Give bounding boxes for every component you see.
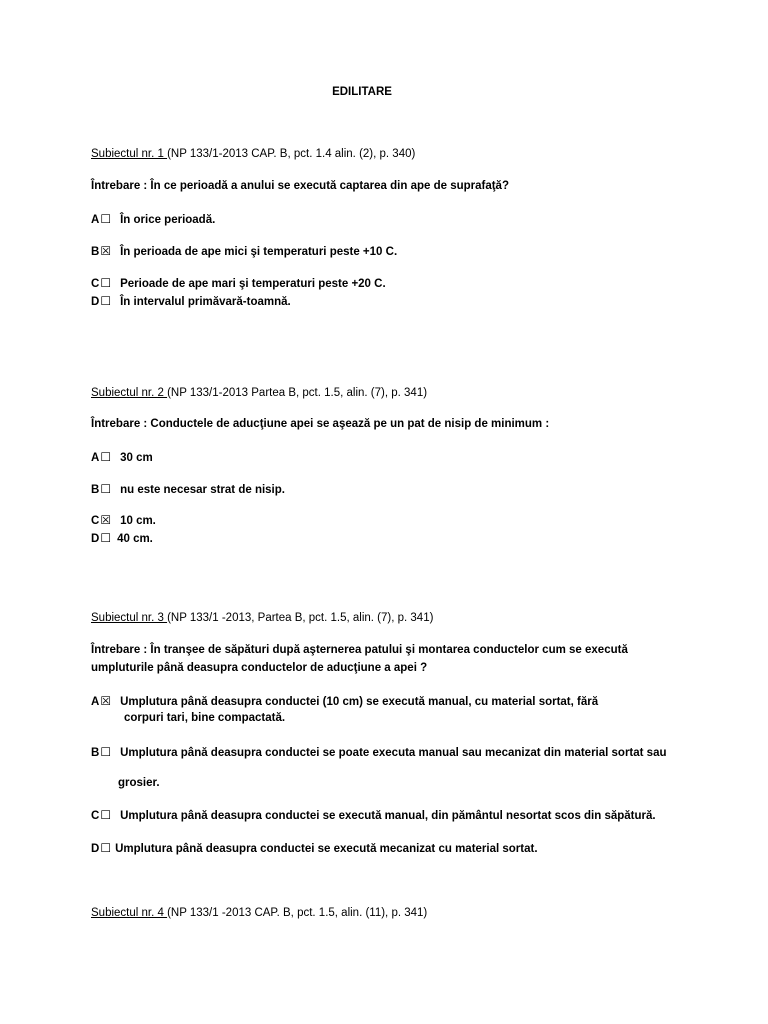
option-letter: A	[91, 452, 100, 464]
subject-label: Subiectul nr. 4	[91, 907, 168, 919]
unchecked-box-icon[interactable]: ☐	[100, 841, 112, 855]
subject-reference: (NP 133/1-2013 Partea B, pct. 1.5, alin. (7), p. 341)	[167, 387, 428, 399]
option-text: Umplutura până deasupra conductei (10 cm) se execută manual, cu material sortat, fără	[120, 696, 599, 708]
unchecked-box-icon[interactable]: ☐	[100, 808, 112, 822]
question-text-line-1: Întrebare : În tranşee de săpături după aşternerea patului şi montarea conductelor cum se execută	[91, 644, 628, 656]
option-text: 10 cm.	[120, 515, 156, 527]
option-a[interactable]	[91, 450, 153, 464]
unchecked-box-icon[interactable]: ☐	[100, 531, 112, 545]
unchecked-box-icon[interactable]: ☐	[100, 745, 112, 759]
option-text: Umplutura până deasupra conductei se execută manual, din pământul nesortat scos din săpătură.	[120, 810, 656, 822]
question-text: Întrebare : Conductele de aducţiune apei se aşează pe un pat de nisip de minimum :	[91, 418, 550, 430]
option-text-continuation: corpuri tari, bine compactată.	[124, 712, 286, 724]
option-text-continuation: grosier.	[118, 777, 160, 789]
option-letter: B	[91, 747, 100, 759]
option-a[interactable]	[91, 212, 215, 226]
option-letter: C	[91, 515, 100, 527]
unchecked-box-icon[interactable]: ☐	[100, 482, 112, 496]
checked-box-icon[interactable]: ☒	[100, 694, 112, 708]
option-c[interactable]	[91, 513, 156, 527]
option-d[interactable]	[91, 531, 153, 545]
checked-box-icon[interactable]: ☒	[100, 513, 112, 527]
unchecked-box-icon[interactable]: ☐	[100, 294, 112, 308]
option-c[interactable]	[91, 808, 656, 822]
document-title: EDILITARE	[332, 86, 392, 98]
unchecked-box-icon[interactable]: ☐	[100, 276, 112, 290]
option-d[interactable]	[91, 841, 538, 855]
subject-reference: (NP 133/1 -2013, Partea B, pct. 1.5, alin. (7), p. 341)	[167, 612, 434, 624]
subject-label: Subiectul nr. 1	[91, 148, 168, 160]
question-text: Întrebare : În ce perioadă a anului se execută captarea din ape de suprafaţă?	[91, 180, 509, 192]
option-letter: A	[91, 696, 100, 708]
option-b[interactable]	[91, 482, 285, 496]
option-b[interactable]	[91, 244, 397, 258]
unchecked-box-icon[interactable]: ☐	[100, 450, 112, 464]
unchecked-box-icon[interactable]: ☐	[100, 212, 112, 226]
option-text: În orice perioadă.	[120, 214, 216, 226]
subject-label: Subiectul nr. 3	[91, 612, 168, 624]
option-text: În intervalul primăvară-toamnă.	[120, 296, 291, 308]
option-b[interactable]	[91, 745, 667, 759]
option-letter: B	[91, 484, 100, 496]
option-letter: C	[91, 810, 100, 822]
option-d[interactable]	[91, 294, 291, 308]
option-letter: D	[91, 843, 100, 855]
subject-heading-4	[91, 907, 427, 919]
option-letter: D	[91, 533, 100, 545]
subject-reference: (NP 133/1-2013 CAP. B, pct. 1.4 alin. (2), p. 340)	[167, 148, 416, 160]
option-text: Umplutura până deasupra conductei se poate executa manual sau mecanizat din material sortat sau	[120, 747, 667, 759]
option-text: Perioade de ape mari şi temperaturi peste +20 C.	[120, 278, 386, 290]
subject-label: Subiectul nr. 2	[91, 387, 168, 399]
subject-reference: (NP 133/1 -2013 CAP. B, pct. 1.5, alin. (11), p. 341)	[167, 907, 428, 919]
option-letter: B	[91, 246, 100, 258]
subject-heading-1	[91, 148, 415, 160]
option-text: nu este necesar strat de nisip.	[120, 484, 285, 496]
option-text: 30 cm	[120, 452, 153, 464]
option-text: Umplutura până deasupra conductei se execută mecanizat cu material sortat.	[115, 843, 538, 855]
option-text: În perioada de ape mici şi temperaturi peste +10 C.	[120, 246, 398, 258]
option-letter: D	[91, 296, 100, 308]
subject-heading-3	[91, 612, 433, 624]
subject-heading-2	[91, 387, 427, 399]
option-text: 40 cm.	[117, 533, 153, 545]
option-a[interactable]	[91, 694, 598, 708]
question-text-line-2: umpluturile până deasupra conductelor de aducţiune a apei ?	[91, 662, 428, 674]
option-letter: A	[91, 214, 100, 226]
checked-box-icon[interactable]: ☒	[100, 244, 112, 258]
option-c[interactable]	[91, 276, 386, 290]
option-letter: C	[91, 278, 100, 290]
